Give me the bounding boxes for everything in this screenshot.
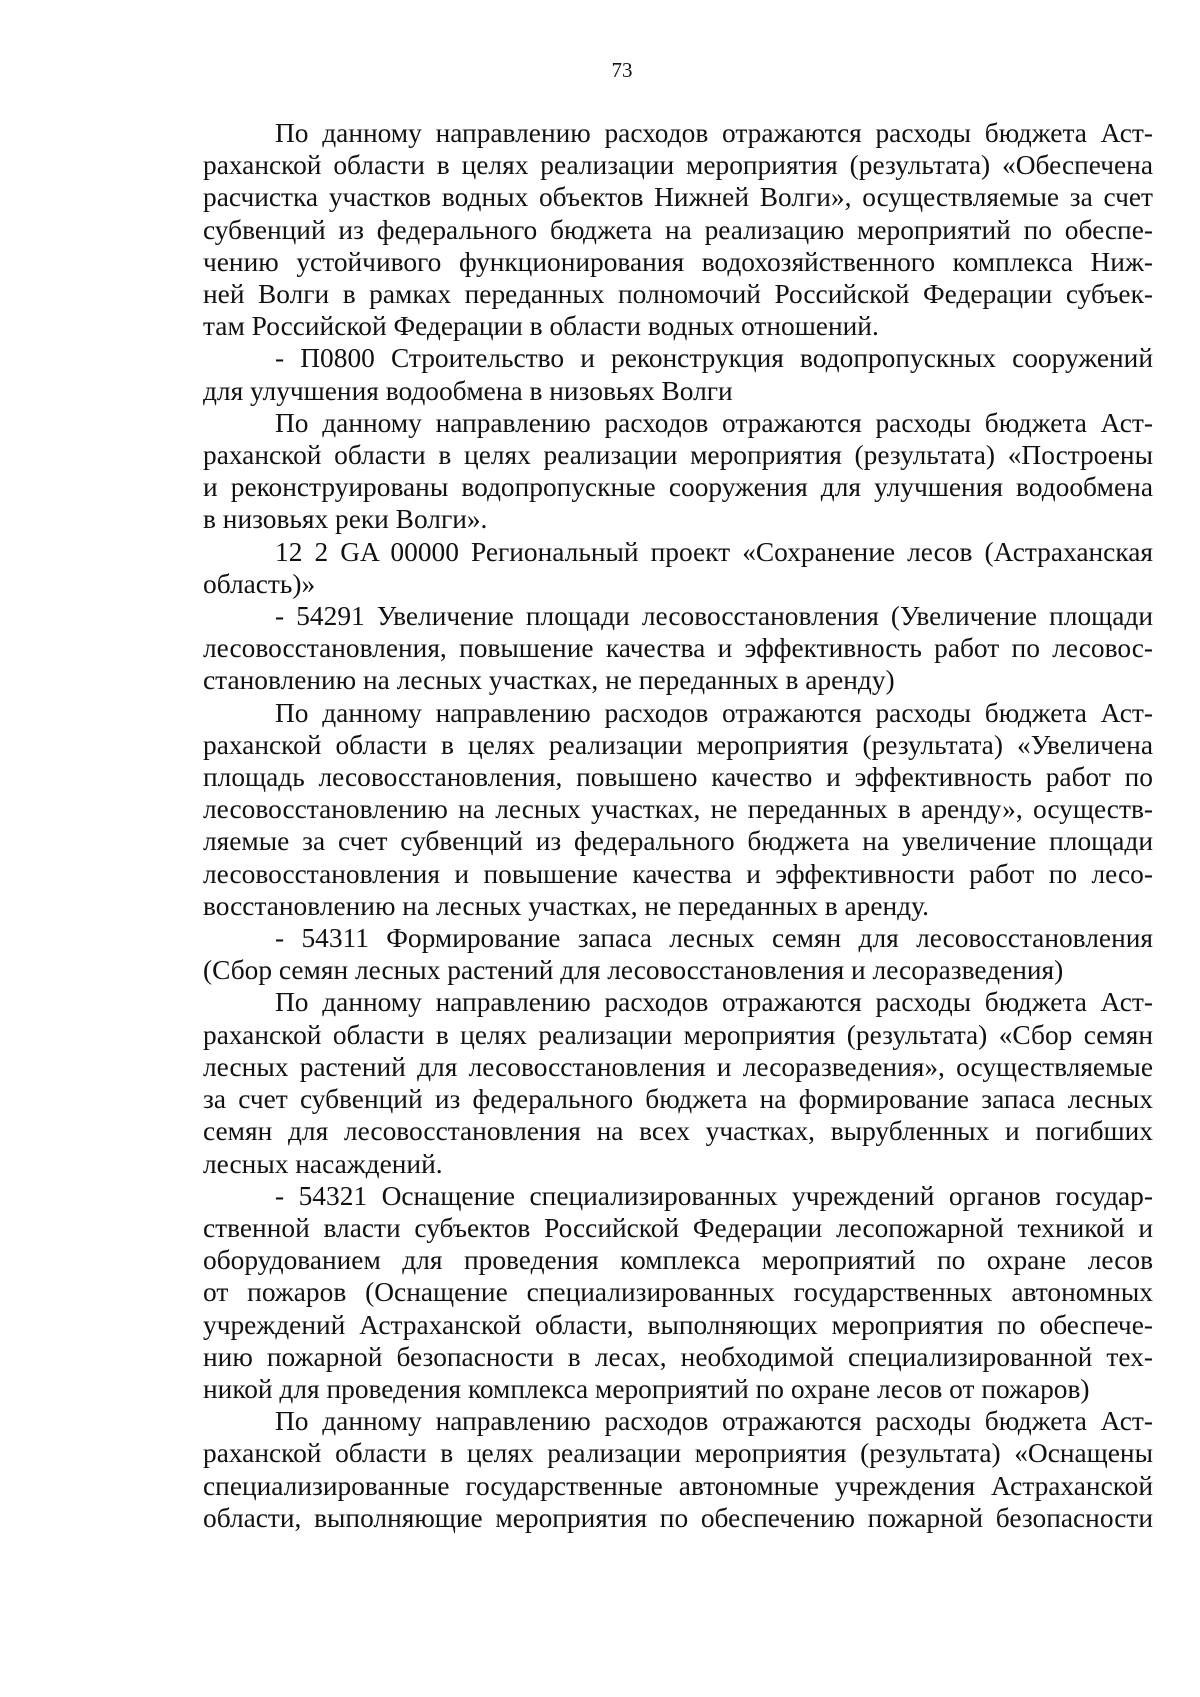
text-line: раханской области в целях реализации мероприятия (результата) «Построены	[203, 440, 1153, 471]
text-line: область)»	[203, 568, 316, 599]
text-line: ней Волги в рамках переданных полномочий Российской Федерации субъек-	[203, 279, 1153, 310]
text-line: По данному направлению расходов отражаются расходы бюджета Аст-	[275, 118, 1153, 148]
text-line: раханской области в целях реализации мероприятия (результата) «Обеспечена	[203, 150, 1153, 181]
text-line: площадь лесовосстановления, повышено качество и эффективность работ по	[203, 762, 1153, 793]
text-line: - П0800 Строительство и реконструкция водопропускных сооружений	[275, 343, 1153, 374]
text-line: - 54291 Увеличение площади лесовосстановления (Увеличение площади	[275, 601, 1153, 632]
text-line: лесовосстановления, повышение качества и эффективность работ по лесовос-	[203, 633, 1153, 664]
text-line: от пожаров (Оснащение специализированных государственных автономных	[203, 1277, 1153, 1308]
text-line: восстановлению на лесных участках, не переданных в аренду.	[203, 890, 929, 921]
text-line: становлению на лесных участках, не переданных в аренду)	[203, 665, 895, 696]
text-line: оборудованием для проведения комплекса мероприятий по охране лесов	[203, 1245, 1153, 1276]
page-number: 73	[611, 58, 633, 82]
text-line: - 54311 Формирование запаса лесных семян для лесовосстановления	[275, 923, 1153, 954]
text-line: никой для проведения комплекса мероприятий по охране лесов от пожаров)	[203, 1373, 1090, 1404]
text-line: семян для лесовосстановления на всех участках, вырубленных и погибших	[203, 1116, 1153, 1147]
text-line: ляемые за счет субвенций из федерального бюджета на увеличение площади	[203, 826, 1153, 857]
text-line: для улучшения водообмена в низовьях Волги	[203, 375, 733, 406]
text-line: нию пожарной безопасности в лесах, необходимой специализированной тех-	[203, 1341, 1153, 1372]
text-line: (Сбор семян лесных растений для лесовосстановления и лесоразведения)	[203, 955, 1064, 986]
text-line: По данному направлению расходов отражаются расходы бюджета Аст-	[275, 987, 1153, 1018]
text-line: в низовьях реки Волги».	[203, 504, 488, 535]
document-body	[203, 117, 1153, 1534]
text-line: чению устойчивого функционирования водохозяйственного комплекса Ниж-	[203, 246, 1153, 277]
text-line: лесных насаждений.	[203, 1148, 443, 1179]
text-line: раханской области в целях реализации мероприятия (результата) «Оснащены	[203, 1438, 1153, 1469]
text-line: специализированные государственные автономные учреждения Астраханской	[203, 1470, 1153, 1501]
text-line: По данному направлению расходов отражаются расходы бюджета Аст-	[275, 407, 1153, 438]
text-line: области, выполняющие мероприятия по обеспечению пожарной безопасности	[203, 1502, 1153, 1533]
text-line: и реконструированы водопропускные сооружения для улучшения водообмена	[203, 472, 1153, 503]
text-line: лесовосстановления и повышение качества и эффективности работ по лесо-	[203, 858, 1153, 889]
text-line: лесных растений для лесовосстановления и лесоразведения», осуществляемые	[203, 1051, 1153, 1082]
text-line: учреждений Астраханской области, выполняющих мероприятия по обеспече-	[203, 1309, 1153, 1340]
text-line: По данному направлению расходов отражаются расходы бюджета Аст-	[275, 697, 1153, 728]
text-line: 12 2 GA 00000 Региональный проект «Сохранение лесов (Астраханская	[275, 536, 1153, 567]
text-line: субвенций из федерального бюджета на реализацию мероприятий по обеспе-	[203, 214, 1153, 245]
text-line: расчистка участков водных объектов Нижней Волги», осуществляемые за счет	[203, 182, 1153, 213]
text-line: ственной власти субъектов Российской Федерации лесопожарной техникой и	[203, 1212, 1153, 1243]
text-line: за счет субвенций из федерального бюджета на формирование запаса лесных	[203, 1084, 1153, 1115]
text-line: раханской области в целях реализации мероприятия (результата) «Увеличена	[203, 729, 1153, 760]
text-line: лесовосстановлению на лесных участках, не переданных в аренду», осуществ-	[203, 794, 1153, 825]
text-line: раханской области в целях реализации мероприятия (результата) «Сбор семян	[203, 1019, 1153, 1050]
text-line: там Российской Федерации в области водных отношений.	[203, 311, 879, 342]
text-line: По данному направлению расходов отражаются расходы бюджета Аст-	[275, 1406, 1153, 1437]
text-line: - 54321 Оснащение специализированных учреждений органов государ-	[275, 1180, 1153, 1211]
